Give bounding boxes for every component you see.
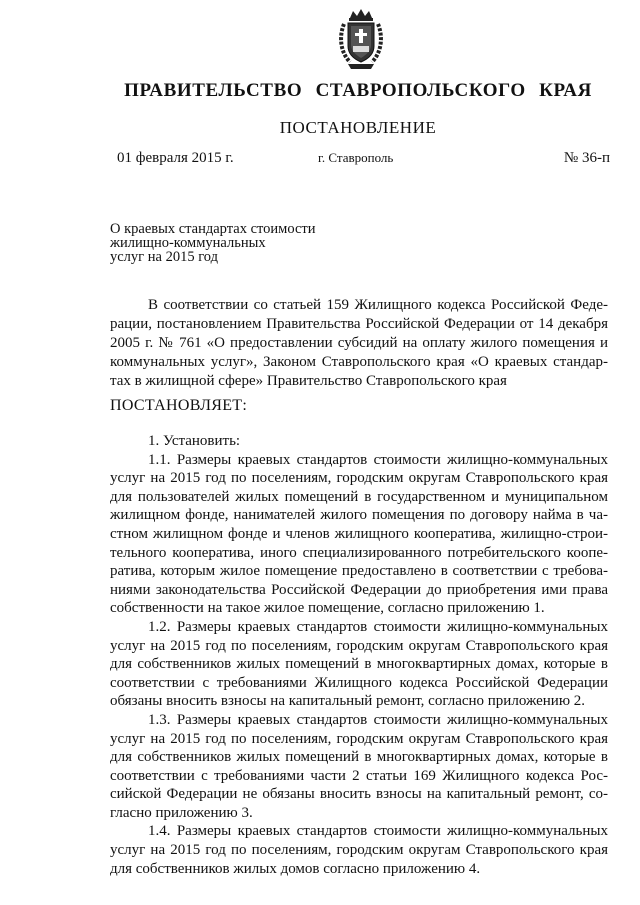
preamble-line: тах в жилищной сфере» Правительство Ставропольского края: [110, 373, 507, 389]
preamble-paragraph: [110, 296, 608, 391]
body-line: 1.2. Размеры краевых стандартов стоимости жилищно-коммунальных: [148, 618, 608, 635]
document-type: ПОСТАНОВЛЕНИЕ: [279, 118, 437, 137]
body-line: собственности на такое жилое помещение, согласно приложению 1.: [110, 600, 545, 617]
subject-line: жилищно-коммунальных: [110, 235, 266, 251]
document-date: 01 февраля 2015 г.: [117, 150, 234, 166]
body-line: услуг на 2015 год по поселениям, городским округам Ставропольского края: [110, 470, 608, 487]
document-subject: [110, 222, 315, 264]
preamble-line: 2005 г. № 761 «О предоставлении субсидий на оплату жилого помещения и: [110, 335, 608, 351]
subject-line: услуг на 2015 год: [110, 249, 218, 265]
preamble-line: коммунальных услуг», Законом Ставропольского края «О краевых стандар-: [110, 354, 608, 370]
preamble-line: рации, постановлением Правительства Российской Федерации от 14 декабря: [110, 316, 608, 332]
body-line: гласно приложению 3.: [110, 804, 253, 821]
body-line: услуг на 2015 год по поселениям, городским округам Ставропольского края: [110, 637, 608, 654]
body-line: для собственников жилых помещений в многоквартирных домах, которые в: [110, 749, 608, 766]
document-number: № 36-п: [563, 150, 610, 166]
body-line: для собственников жилых домов согласно приложению 4.: [110, 860, 481, 877]
body-line: услуг на 2015 год по поселениям, городским округам Ставропольского края: [110, 730, 608, 747]
stavropol-coat-of-arms-icon: [338, 8, 384, 70]
body-line: жилищном фонде, нанимателей жилого помещения по договору найма в ча-: [110, 507, 608, 524]
subject-line: О краевых стандартах стоимости: [110, 221, 316, 237]
decree-body: [110, 432, 608, 878]
body-line: тельного кооператива, иного специализированного потребительского коопе-: [110, 544, 608, 561]
body-line: для пользователей жилых помещений в государственном и муниципальном: [110, 488, 608, 505]
body-line: соответствии с требованиями Жилищного кодекса Российской Федерации: [110, 674, 608, 691]
body-line: 1.4. Размеры краевых стандартов стоимости жилищно-коммунальных: [148, 823, 608, 840]
body-line: 1. Установить:: [148, 433, 241, 449]
document-city: г. Ставрополь: [318, 150, 394, 165]
preamble-line: В соответствии со статьей 159 Жилищного кодекса Российской Феде-: [148, 297, 608, 313]
body-line: ратива, которым жилое помещение предоставлено в соответствии с требова-: [110, 563, 608, 580]
body-line: сийской Федерации не обязаны вносить взносы на капитальный ремонт, со-: [110, 786, 608, 803]
government-title: ПРАВИТЕЛЬСТВО СТАВРОПОЛЬСКОГО КРАЯ: [124, 80, 592, 101]
body-line: услуг на 2015 год по поселениям, городским округам Ставропольского края: [110, 842, 608, 859]
body-line: для собственников жилых помещений в многоквартирных домах, которые в: [110, 656, 608, 673]
body-line: ниями законодательства Российской Федерации до приобретения ими права: [110, 581, 608, 598]
body-line: 1.1. Размеры краевых стандартов стоимости жилищно-коммунальных: [148, 451, 608, 468]
body-line: обязаны вносить взносы на капитальный ремонт, согласно приложению 2.: [110, 693, 586, 710]
body-line: соответствии с требованиями части 2 статьи 169 Жилищного кодекса Рос-: [110, 767, 608, 784]
body-line: 1.3. Размеры краевых стандартов стоимости жилищно-коммунальных: [148, 711, 608, 728]
decree-word: ПОСТАНОВЛЯЕТ:: [110, 397, 248, 414]
body-line: стном жилищном фонде и членов жилищного кооператива, жилищно-строи-: [110, 525, 608, 542]
